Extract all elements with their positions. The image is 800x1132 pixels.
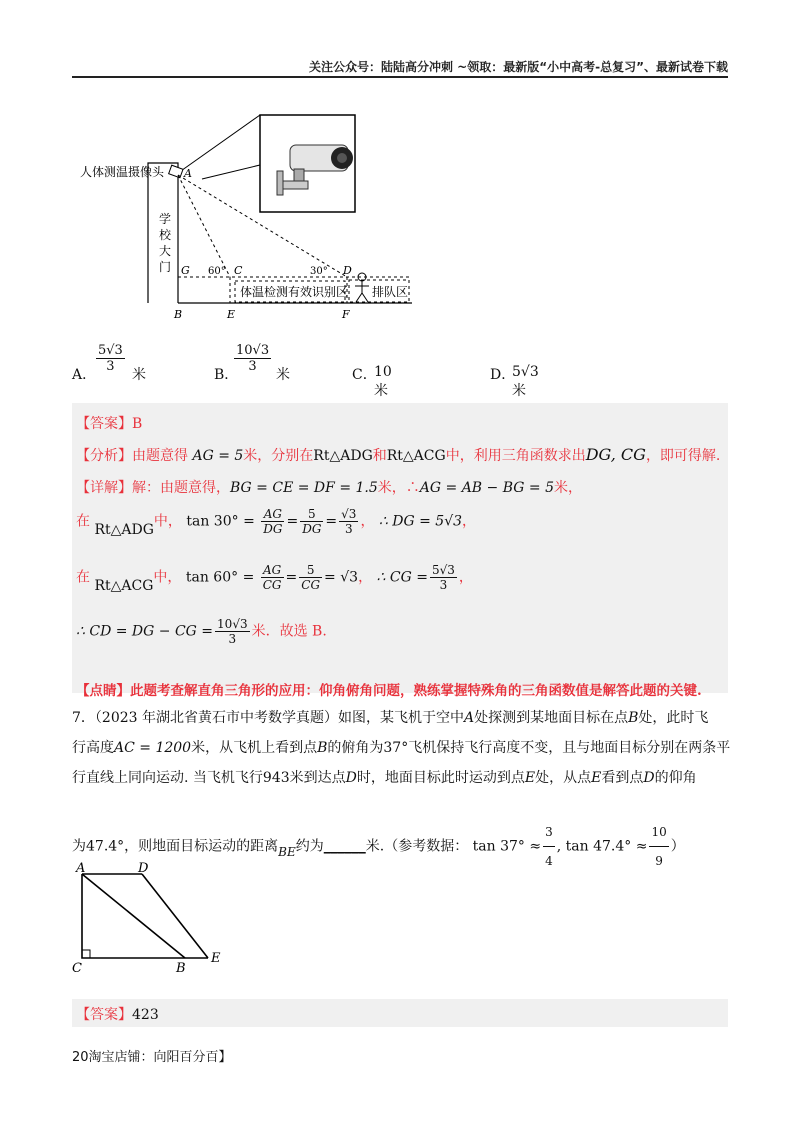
analysis-text-3: 中，利用三角函数求出 — [445, 448, 586, 464]
q7-text-2b: 米，从飞机上看到点 — [191, 740, 318, 756]
queue-zone-label: 排队区 — [372, 285, 409, 299]
mid-word-1: 中， — [153, 513, 182, 530]
point-E-label: E — [227, 308, 236, 320]
gate-char-2: 校 — [159, 228, 172, 242]
q7-point-e-2: E — [591, 770, 602, 786]
frac-3-2: 3 — [430, 577, 457, 592]
q7-frac-4: 4 — [543, 846, 555, 875]
point-line — [76, 679, 702, 699]
q7-tan37: tan 37° ≈ — [472, 838, 542, 855]
option-a-denominator: 3 — [106, 359, 115, 374]
q7-text-3d: 处，从点 — [535, 770, 592, 786]
angle-30-label: 30° — [310, 266, 328, 277]
option-a-letter: A． — [72, 367, 97, 383]
option-d-value: 5√3 米 — [512, 364, 539, 399]
frac-dg-1: DG — [263, 522, 283, 536]
camera-label: 人体测温摄像头 — [80, 165, 165, 179]
q7-text-2d: 飞机保持飞行高度不变，且与地面目标分别在两条平 — [408, 740, 731, 756]
analysis-text-2: 米，分别在 — [243, 448, 314, 464]
q7-text-1c: 处，此时飞 — [638, 710, 709, 726]
q7-point-b: B — [628, 710, 639, 726]
question-7-line-2 — [72, 734, 732, 762]
frac-5-2: 5 — [306, 563, 315, 577]
frac-cg-1: CG — [262, 578, 282, 592]
frac-dg-2: DG — [302, 522, 322, 536]
solution-panel — [72, 403, 728, 699]
gate-char-3: 大 — [159, 244, 172, 258]
detail-text-3: 米， — [554, 480, 582, 496]
eq-2: = — [325, 513, 338, 530]
cg-pre: ∴ CG = — [376, 569, 428, 586]
point-tag: 【点睛】 — [76, 683, 130, 699]
figure-trapezoid — [70, 860, 240, 975]
angle-60-label: 60° — [208, 266, 226, 277]
comma-1: ， — [360, 513, 375, 530]
answer-7-value: 423 — [132, 1007, 159, 1023]
tan30-label: tan 30° = — [186, 513, 255, 530]
q7-ac-eq: AC = 1200 — [114, 740, 192, 756]
point-A-label: A — [184, 167, 192, 180]
detection-zone-label: 体温检测有效识别区 — [240, 285, 349, 299]
q7-text-3b: 米到达点 — [289, 770, 346, 786]
analysis-line — [76, 445, 720, 465]
page-number: 20 — [72, 1050, 89, 1065]
gate-char-1: 学 — [159, 212, 172, 226]
shop-label: 淘宝店铺：向阳百分百】 — [88, 1050, 232, 1065]
point-G-label: G — [181, 264, 190, 277]
option-a-unit: 米 — [132, 367, 146, 383]
q7-text-2c: 的俯角为 — [327, 740, 384, 756]
fig2-point-b: B — [176, 961, 186, 975]
option-b-numerator: 10√3 — [236, 343, 270, 358]
detail-eq-1: BG = CE = DF = 1.5 — [230, 480, 378, 496]
frac-10sqrt3: 10√3 — [217, 617, 248, 631]
page-header: 关注公众号：陆陆高分冲刺 ~领取：最新版“小中高考-总复习”、最新试卷下载 — [309, 60, 728, 74]
frac-3-3: 3 — [215, 631, 250, 646]
fig2-point-a: A — [76, 861, 86, 876]
q7-frac-3: 3 — [545, 825, 553, 839]
point-D-label: D — [343, 264, 352, 277]
gate-char-4: 门 — [159, 260, 172, 274]
analysis-tag: 【分析】 — [76, 448, 132, 464]
q7-text-3e: 看到点 — [601, 770, 644, 786]
detail-line-3 — [76, 563, 473, 592]
option-c-letter: C． — [352, 367, 377, 383]
comma-2: ， — [462, 513, 477, 530]
q7-answer-blank[interactable]: ______ — [323, 838, 366, 855]
answer-tag: 【答案】 — [76, 416, 132, 432]
q7-frac-9: 9 — [649, 846, 668, 875]
q7-text-4d: 米.（参考数据： — [365, 838, 469, 855]
q7-be: BE — [278, 844, 296, 859]
in-word-1: 在 — [76, 513, 90, 530]
camera-icon — [277, 145, 353, 195]
analysis-triangle-2: Rt△ACG — [386, 448, 446, 464]
option-b-letter: B． — [214, 367, 239, 383]
mid-word-2: 中， — [153, 569, 182, 586]
analysis-dgcg: DG, CG — [585, 445, 646, 464]
option-c-value: 10 米 — [374, 364, 392, 399]
comma-3: ， — [358, 569, 373, 586]
point-C-label: C — [234, 264, 243, 277]
tan60-result: = √3 — [324, 569, 359, 586]
q7-dist-943: 943 — [262, 770, 290, 786]
answer-7-panel — [72, 999, 728, 1027]
detail-eq-2: AG = AB − BG = 5 — [419, 480, 554, 496]
detail-tag: 【详解】 — [76, 480, 132, 496]
tan60-label: tan 60° = — [185, 569, 255, 586]
fig2-point-d: D — [138, 861, 149, 876]
fig2-point-c: C — [72, 961, 82, 975]
q7-angle-37: 37° — [383, 740, 409, 756]
analysis-eq: AG = 5 — [192, 448, 244, 464]
q7-text-3f: 的仰角 — [654, 770, 697, 786]
q7-text-1b: 处探测到某地面目标在点 — [474, 710, 629, 726]
point-B-label: B — [174, 308, 183, 320]
frac-ag-1: AG — [263, 507, 282, 521]
question-7-line-1 — [72, 704, 732, 732]
frac-5sqrt3: 5√3 — [431, 563, 455, 577]
q7-text-4b: ，则地面目标运动的距离 — [124, 838, 279, 855]
q7-point-d-2: D — [643, 770, 655, 786]
fig2-point-e: E — [211, 951, 221, 966]
answer-line — [76, 413, 142, 433]
figure-temperature-camera — [72, 105, 432, 320]
q7-text-4a: 为 — [72, 838, 86, 855]
detail-text-1: 解：由题意得， — [132, 480, 230, 496]
cd-eq: ∴ CD = DG − CG = — [76, 623, 214, 640]
q7-point-a: A — [464, 710, 475, 726]
triangle-adg: Rt△ADG — [94, 521, 154, 538]
option-a-numerator: 5√3 — [98, 343, 123, 358]
q7-text-4c: 约为 — [295, 838, 324, 855]
q7-text-4e: ） — [670, 838, 685, 855]
header-divider — [72, 76, 728, 78]
detail-line-1 — [76, 477, 582, 497]
dg-result: ∴ DG = 5√3 — [378, 513, 463, 530]
option-d-letter: D． — [490, 367, 516, 383]
q7-text-3a: 行直线上同向运动. 当飞机飞行 — [72, 770, 263, 786]
answer-options — [72, 340, 732, 399]
q7-text-1a: 7．（2023 年湖北省黄石市中考数学真题）如图，某飞机于空中 — [72, 710, 464, 726]
analysis-and: 和 — [372, 448, 387, 464]
in-word-2: 在 — [76, 569, 90, 586]
analysis-text-1: 由题意得 — [132, 448, 188, 464]
frac-cg-2: CG — [301, 578, 321, 592]
frac-ag-2: AG — [263, 563, 282, 577]
frac-sqrt3-1: √3 — [341, 507, 357, 521]
q7-text-2a: 行高度 — [72, 740, 114, 756]
q7-frac-10: 10 — [651, 825, 667, 839]
answer-7-tag: 【答案】 — [76, 1007, 132, 1023]
eq-3: = — [285, 569, 298, 586]
analysis-triangle-1: Rt△ADG — [313, 448, 373, 464]
frac-3-1: 3 — [339, 521, 358, 536]
page-footer — [72, 1046, 232, 1065]
answer-value: B — [132, 416, 143, 432]
option-b-denominator: 3 — [248, 359, 257, 374]
point-F-label: F — [342, 308, 350, 320]
detail-line-2 — [76, 507, 476, 536]
frac-5-1: 5 — [307, 507, 316, 521]
q7-point-b-2: B — [317, 740, 328, 756]
q7-tan474: , tan 47.4° ≈ — [556, 838, 648, 855]
final-text: 米．故选 B. — [251, 623, 327, 640]
q7-text-3c: 时，地面目标此时运动到点 — [356, 770, 525, 786]
detail-line-4 — [76, 617, 327, 646]
eq-1: = — [286, 513, 299, 530]
q7-point-d: D — [345, 770, 357, 786]
point-text: 此题考查解直角三角形的应用：仰角俯角问题，熟练掌握特殊角的三角函数值是解答此题的关键. — [130, 683, 702, 699]
option-b-unit: 米 — [276, 367, 290, 383]
triangle-acg: Rt△ACG — [94, 577, 154, 594]
q7-angle-474: 47.4° — [86, 838, 125, 855]
question-7-line-3 — [72, 764, 732, 792]
q7-point-e: E — [524, 770, 536, 786]
comma-4: ， — [458, 569, 473, 586]
detail-text-2: 米，∴ — [377, 480, 420, 496]
analysis-text-4: ，即可得解. — [645, 448, 721, 464]
